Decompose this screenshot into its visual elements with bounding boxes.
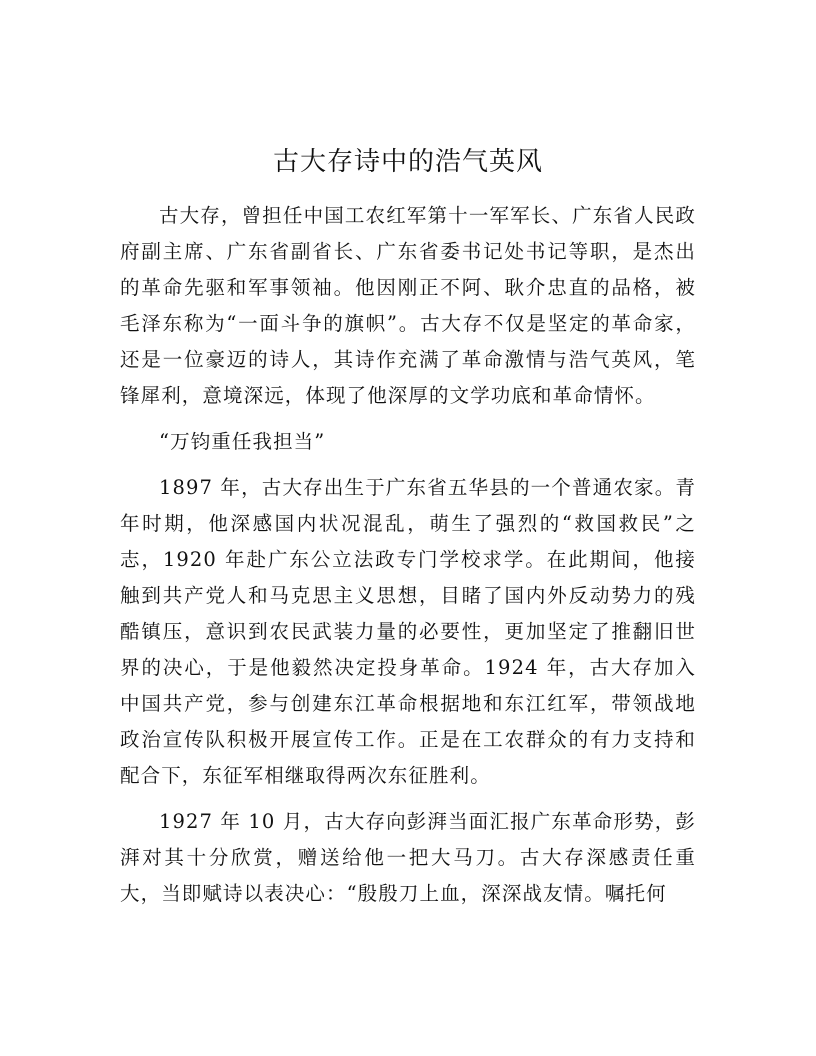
document-body: [120, 136, 696, 922]
section-heading: “万钧重任我担当”: [159, 430, 326, 453]
intro-paragraph: 古大存，曾担任中国工农红军第十一军军长、广东省人民政府副主席、广东省副省长、广东省委书记处书记等职，是杰出的革命先驱和军事领袖。他因刚正不阿、耿介忠直的品格，被毛泽东称为“一面斗争的旗帜”。古大存不仅是坚定的革命家，还是一位豪迈的诗人，其诗作充满了革命激情与浩气英风，笔锋犀利，意境深远，体现了他深厚的文学功底和革命情怀。: [120, 204, 696, 407]
body-paragraph: 1927 年 10 月，古大存向彭湃当面汇报广东革命形势，彭湃对其十分欣赏，赠送给他一把大马刀。古大存深感责任重大，当即赋诗以表决心：“殷殷刀上血，深深战友情。嘱托何: [120, 810, 696, 905]
document-title: 古大存诗中的浩气英风: [272, 147, 543, 177]
body-paragraph: 1897 年，古大存出生于广东省五华县的一个普通农家。青年时期，他深感国内状况混乱，萌生了强烈的“救国救民”之志，1920 年赴广东公立法政专门学校求学。在此期间，他接触到共产党人和马克思主义思想，目睹了国内外反动势力的残酷镇压，意识到农民武装力量的必要性，更加坚定了推翻旧世界的决心，于是他毅然决定投身革命。1924 年，古大存加入中国共产党，参与创建东江革命根据地和东江红军，带领战地政治宣传队积极开展宣传工作。正是在工农群众的有力支持和配合下，东征军相继取得两次东征胜利。: [120, 476, 696, 787]
